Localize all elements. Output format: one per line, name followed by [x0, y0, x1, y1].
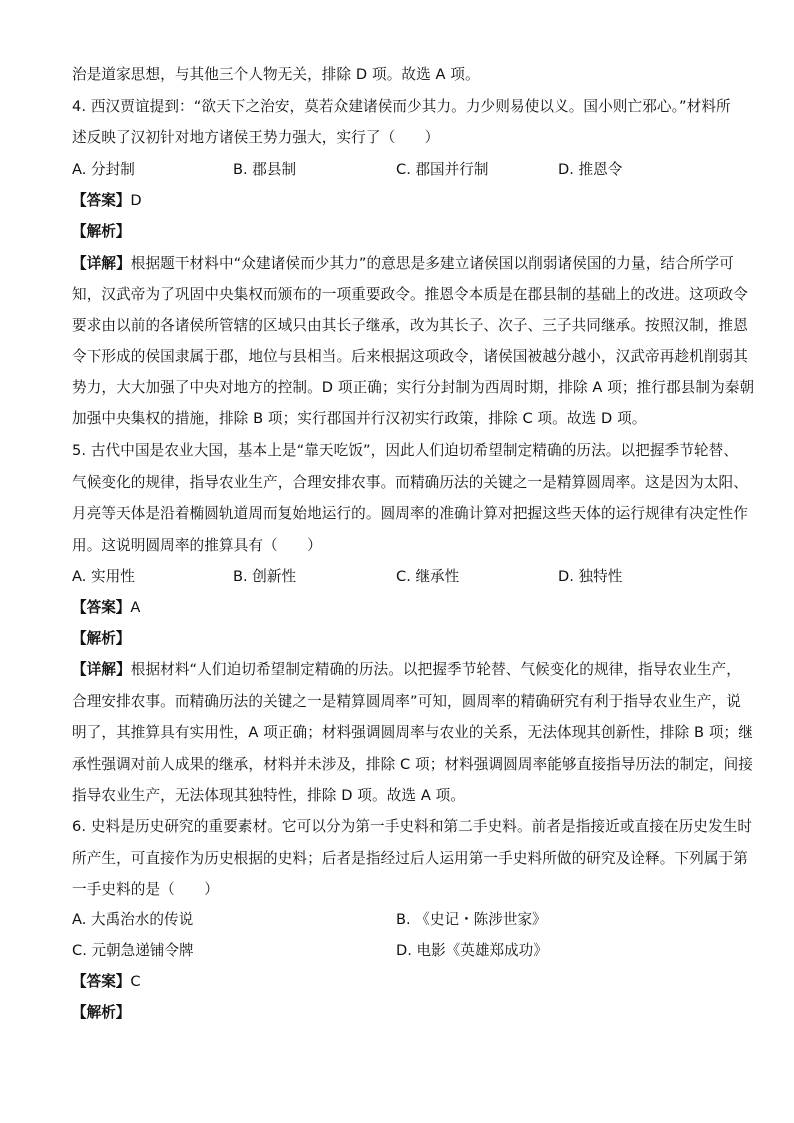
- q5-stem-line-1: 5. 古代中国是农业大国，基本上是“靠天吃饭”，因此人们迫切希望制定精确的历法。以把握季节轮替、: [72, 442, 739, 459]
- q5-option-d: D. 独特性: [558, 568, 623, 585]
- q5-detail-line-1: [72, 660, 741, 680]
- q5-stem-line-4: 用。这说明圆周率的推算具有（ ）: [72, 537, 322, 554]
- q6-stem-line-1: 6. 史料是历史研究的重要素材。它可以分为第一手史料和第二手史料。前者是指接近或直接在历史发生时: [72, 818, 753, 835]
- q4-detail-line-1: [72, 254, 734, 274]
- q5-detail-line-5: 指导农业生产，无法体现其独特性，排除 D 项。故选 A 项。: [72, 787, 466, 804]
- q5-detail-line-2: 合理安排农事。而精确历法的关键之一是精算圆周率”可知，圆周率的精确研究有利于指导农业生产，说: [72, 693, 741, 710]
- q6-answer: [72, 972, 141, 992]
- q6-analysis-label: 【解析】: [72, 1004, 131, 1021]
- q4-detail-line-3: 要求由以前的各诸侯所管辖的区域只由其长子继承，改为其长子、次子、三子共同继承。按照汉制，推恩: [72, 317, 748, 334]
- q4-option-c: C. 郡国并行制: [396, 161, 489, 178]
- q4-detail-line-4: 令下形成的侯国隶属于郡，地位与县相当。后来根据这项政令，诸侯国被越分越小，汉武帝再趁机削弱其: [72, 348, 748, 365]
- q4-option-b: B. 郡县制: [233, 161, 297, 178]
- q5-answer: [72, 598, 140, 618]
- q4-detail-line-6: 加强中央集权的措施，排除 B 项；实行郡国并行汉初实行政策，排除 C 项。故选 D 项。: [72, 410, 647, 427]
- detail-text: 根据材料“人们迫切希望制定精确的历法。以把握季节轮替、气候变化的规律，指导农业生产，: [130, 661, 741, 678]
- q4-answer: [72, 191, 142, 211]
- answer-label: 【答案】: [72, 599, 131, 616]
- q5-option-a: A. 实用性: [72, 568, 135, 585]
- q4-analysis-label: 【解析】: [72, 223, 131, 240]
- q6-stem-line-3: 一手史料的是（ ）: [72, 881, 219, 898]
- answer-label: 【答案】: [72, 192, 131, 209]
- q4-option-a: A. 分封制: [72, 161, 135, 178]
- q5-option-b: B. 创新性: [233, 568, 297, 585]
- detail-text: 根据题干材料中“众建诸侯而少其力”的意思是多建立诸侯国以削弱诸侯国的力量，结合所学可: [130, 255, 734, 272]
- q4-detail-line-2: 知，汉武帝为了巩固中央集权而颁布的一项重要政令。推恩令本质是在郡县制的基础上的改进。这项政令: [72, 286, 748, 303]
- answer-value: A: [130, 599, 141, 616]
- q5-detail-line-4: 承性强调对前人成果的继承，材料并未涉及，排除 C 项；材料强调圆周率能够直接指导历法的制定，间接: [72, 756, 753, 773]
- q5-stem-line-3: 月亮等天体是沿着椭圆轨道周而复始地运行的。圆周率的准确计算对把握这些天体的运行规律有决定性作: [72, 505, 748, 522]
- detail-label: 【详解】: [72, 661, 131, 678]
- answer-value: D: [130, 192, 142, 209]
- answer-value: C: [130, 973, 141, 990]
- q4-stem-line-2: 述反映了汉初针对地方诸侯王势力强大，实行了（ ）: [72, 129, 440, 146]
- detail-label: 【详解】: [72, 255, 131, 272]
- carryover-line: 治是道家思想，与其他三个人物无关，排除 D 项。故选 A 项。: [72, 66, 480, 83]
- q6-option-d: D. 电影《英雄郑成功》: [396, 942, 548, 959]
- q6-option-a: A. 大禹治水的传说: [72, 911, 194, 928]
- q4-option-d: D. 推恩令: [558, 161, 623, 178]
- q5-option-c: C. 继承性: [396, 568, 460, 585]
- q6-option-c: C. 元朝急递铺令牌: [72, 942, 194, 959]
- q4-stem-line-1: 4. 西汉贾谊提到：“欲天下之治安，莫若众建诸侯而少其力。力少则易使以义。国小则亡邪心。”材料所: [72, 98, 731, 115]
- q6-option-b: B. 《史记・陈涉世家》: [396, 911, 547, 928]
- answer-label: 【答案】: [72, 973, 131, 990]
- q5-stem-line-2: 气候变化的规律，指导农业生产，合理安排农事。而精确历法的关键之一是精算圆周率。这是因为太阳、: [72, 474, 748, 491]
- q4-detail-line-5: 势力，大大加强了中央对地方的控制。D 项正确；实行分封制为西周时期，排除 A 项；推行郡县制为秦朝: [72, 379, 755, 396]
- q5-detail-line-3: 明了，其推算具有实用性，A 项正确；材料强调圆周率与农业的关系，无法体现其创新性，排除 B 项；继: [72, 724, 753, 741]
- q6-stem-line-2: 所产生，可直接作为历史根据的史料；后者是指经过后人运用第一手史料所做的研究及诠释。下列属于第: [72, 850, 748, 867]
- q5-analysis-label: 【解析】: [72, 630, 131, 647]
